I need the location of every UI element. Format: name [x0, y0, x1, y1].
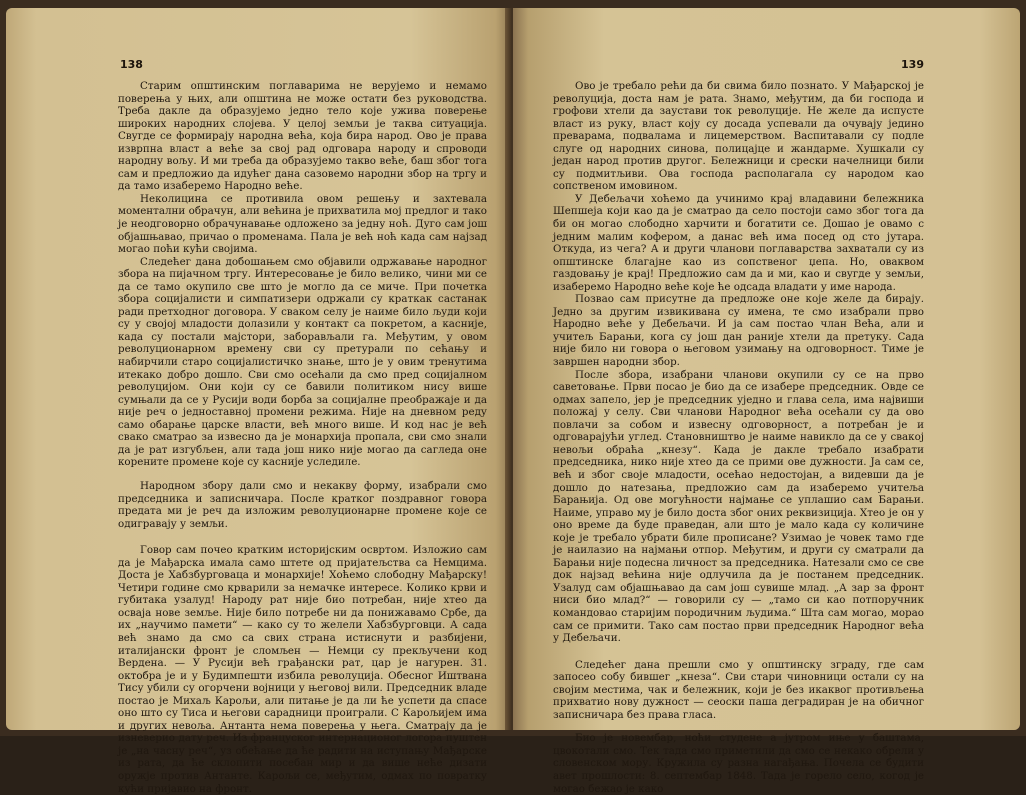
left-page-text — [118, 80, 487, 795]
paragraph: Народном збору дали смо и некакву форму, изабрали смо председника и записничара. После кратког поздравног говора предата ми је реч да изложим револуционарне промене које се одигравају у земљи. — [118, 479, 487, 530]
left-page-number: 138 — [120, 58, 143, 71]
paragraph: Неколицина се противила овом решењу и захтевала моментални обрачун, али већина је прихватила мој предлог и тако је неодговорно обрачунавање одложено за једну ноћ. Дуго сам још објашњавао, причао о променама. Пала је већ ноћ када сам најзад могао поћи кући својима. — [118, 192, 487, 256]
paragraph: После збора, изабрани чланови окупили су се на прво саветовање. Први посао је био да се изабере председник. Овде се одмах запело, јер је председник уједно и глава села, има највиши положај у селу. Сви чланови Народног већа осећали су да ово повлачи за собом и извесну одговорност, а потребан је и одговарајући углед. Становништво је наиме навикло да се у свакој невољи обраћа „кнезу“. Када је дакле требало изабрати председника, нико није хтео да се прими ове дужности. Ја сам се, већ и због своје младости, осећао недостојан, а видевши да је дошло до натезања, предложио сам да изаберемо учитеља Барањија. Од ове могућности најмање се уплашио сам Барањи. Наиме, управо му је било доста због оних реквизиција. Хтео је он у оно време да буде праведан, али што је мало када су количине које је требало убрати биле прописане? Узимао је човек тамо где је наилазио на најмањи отпор. Међутим, и други су сматрали да Барањи није подесна личност за председника. Натезали смо се све док најзад већина није одлучила да је постанем председник. Узалуд сам објашњавао да сам још сувише млад. „А зар за фронт ниси био млад?“ — говорили су — „тамо си као потпоручник командовао старијим породичним људима.“ Шта сам могао, морао сам се примити. Тако сам постао први председник Народног већа у Дебељачи. — [553, 368, 924, 645]
paragraph: У Дебељачи хоћемо да учинимо крај владавини бележника Шепшеја који као да је сматрао да село постоји само због тога да би он могао слободно харчити и богатити се. Дошао је овамо с једним малим кофером, а данас већ има посед од сто јутара. Откуда, из чега? А и други чланови поглаварства захватали су из општинске благајне као из сопственог џепа. Но, оваквом газдовању је крај! Предложио сам да и ми, као и свугде у земљи, изаберемо Народно веће које ће одсада владати у име народа. — [553, 192, 924, 293]
paragraph: Позвао сам присутне да предложе оне које желе да бирају. Једно за другим извикивана су имена, те смо изабрали прво Народно веће у Дебељачи. И ја сам постао члан Већа, али и учитељ Барањи, кога су још дан раније хтели да претуку. Сада није било ни говора о његовом узимању на одговорност. Тиме је завршен народни збор. — [553, 293, 924, 369]
right-page-number: 139 — [901, 58, 924, 71]
left-page — [6, 8, 511, 795]
paragraph: Био је новембар, ноћи студене а јутром иње у баштама, цвокотали смо. Тек тада смо приметили да смо се некако обрели у словенском мору. Кружила су разна нагађања. Почела се будити авет прошлости: 8. септембар 1848. Тада је горело село, когод је могао бежао је како — [553, 732, 924, 795]
paragraph: Ово је требало рећи да би свима било познато. У Мађарској је револуција, доста нам је рата. Знамо, међутим, да би господа и грофови хтели да заустави ток револуције. Не желе да испусте власт из руку, власт коју су досада успевали да очувају једино преварама, подвалама и лицемерством. Васпитавали су подле слуге од народних синова, полицајце и жандарме. Хушкали су један народ против другог. Бележници и среcки начелници били су подмитљиви. Ова господа располагала су народом као сопственом имовином. — [553, 80, 924, 193]
paragraph: Говор сам почео кратким историјским освртом. Изложио сам да је Мађарска имала само штете од пријатељства са Немцима. Доста је Хабзбурговаца и монархије! Хоћемо слободну Мађарску! Четири године смо крварили за немачке интересе. Колико крви и губитака узалуд! Народу рат није био потребан, није хтео да осваја нове земље. Није било потребе ни да понижавамо Србе, да их „научимо памети“ — како су то желели Хабзбурговци. А сада већ знамо да смо са свих страна истиснути и разбијени, италијански фронт је сломљен — Немци су прекључени код Вердена. — У Русији већ грађански рат, цар је нагурен. 31. октобра је и у Будимпешти избила револуција. Обеснoг Иштвана Тису убили су огорчени војници у његовој вили. Председник владе постао је Михаљ Карољи, али питање је да ли ће успети да спасе оно што су Тиса и његови сарадници проиграли. С Карољијем има и других невоља. Антанта нема поверења у њега. Сматрају да је изневерио дату реч. Из француског интернационог логора пуштен је „на часну реч“, уз обећање да ће радити на иступању Мађарске из рата, да ће склопити посебан мир и да више неће дизати оружје против Антанте. Карољи се, међутим, одмах по повратку кући пријавио на фронт. — [118, 544, 487, 795]
paragraph: Следећег дана прешли смо у општинску зграду, где сам запосео собу бившег „кнеза“. Сви стари чиновници остали су на својим местима, чак и бележник, који је без икаквог противљења прихватио нову дужност — сеоски паша деградиран је на обичног записничара без права гласа. — [553, 658, 924, 721]
paragraph: Старим општинским поглаварима не верујемо и немамо поверења у њих, али општина не може остати без руководства. Треба дакле да образујемо једно тело које ужива поверење широких народних слојева. У целој земљи је таква ситуација. Свугде се формирају народна већа, која бира народ. Ово је права изврпна власт а веће за свој рад одговара народу и спроводи народну вољу. И ми треба да образујемо такво веће, баш због тога сам и предложио да идућег дана сазовемо народни збор на тргу и да тамо изаберемо Народно веће. — [118, 80, 487, 193]
right-page — [513, 8, 1020, 795]
right-page-text — [553, 80, 924, 795]
paragraph: Следећег дана добошањем смо објавили одржавање народног збора на пијачном тргу. Интересовање је било велико, чини ми се да се тамо окупило све што је могло да се миче. При почетка збора социјалисти и симпатизери одржали су краткак састанак ради претходног договора. У сваком селу је наиме било људи који су у својој младости долазили у контакт са покретом, а касније, када су постали мајстори, заборављали га. Међутим, у овом револуционарном времену сви су претурали по сећању и набирчили старо социјалистичко знање, што је у овим тренутима итекако добро дошло. Сви смо осећали да смо пред социјалном револуцијом. Они који су се бавили политиком нису више сумњали да се у Русији води борба за социјалне преображаје и да није реч о једноставној промени режима. Није на дневном реду само обарање царске власти, већ много више. И код нас је већ свако сматрао за извесно да је монархија пропала, сви смо знали да је рат изгубљен, али тада још нико није могао да сагледа оне корените промене које су касније уследиле. — [118, 255, 487, 469]
